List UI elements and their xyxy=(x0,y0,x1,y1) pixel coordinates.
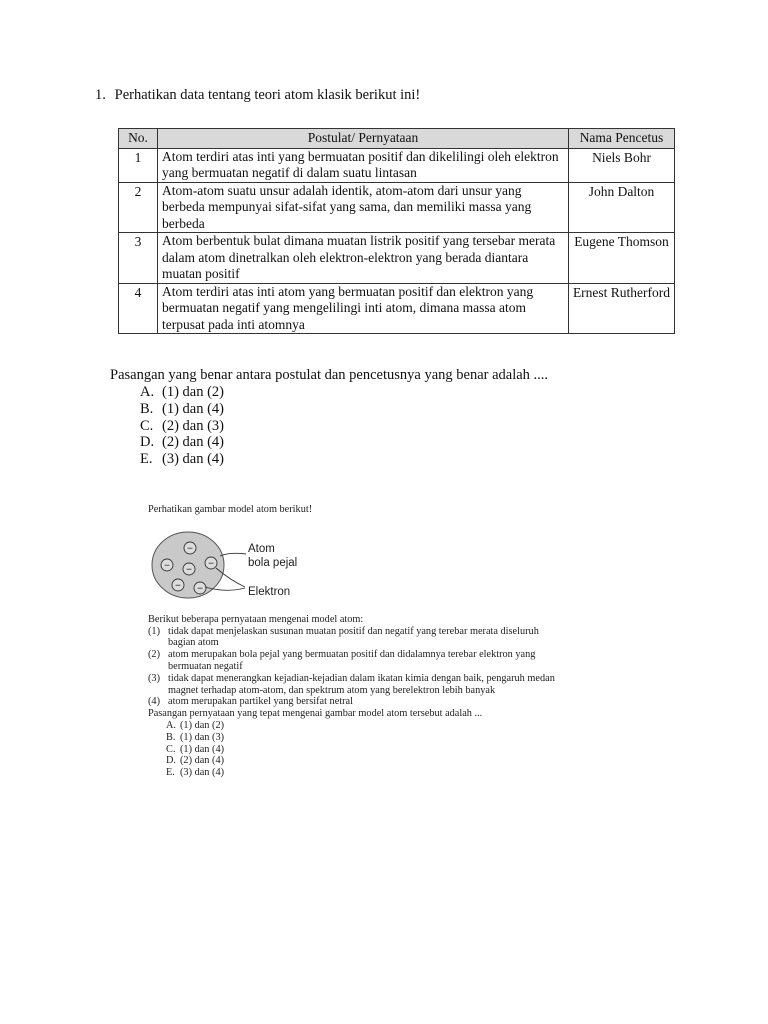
table-row xyxy=(119,182,675,233)
option-d[interactable] xyxy=(166,755,568,767)
option-text: (2) dan (3) xyxy=(162,417,225,434)
option-label: A. xyxy=(166,719,177,731)
question-2-block xyxy=(148,504,568,779)
row-name: John Dalton xyxy=(569,182,675,233)
electron-icon xyxy=(194,582,206,595)
option-label: D. xyxy=(140,434,155,451)
electron-icon xyxy=(184,542,196,555)
row-no: 3 xyxy=(119,233,158,284)
option-text: (2) dan (4) xyxy=(180,755,225,767)
statement-text: atom merupakan partikel yang bersifat netral xyxy=(168,696,353,708)
statement-item xyxy=(148,626,568,650)
question-1-prompt xyxy=(95,87,420,104)
header-name: Nama Pencetus xyxy=(569,129,675,149)
option-a[interactable] xyxy=(140,384,224,401)
question-2-options xyxy=(148,720,568,779)
label-atom: Atom xyxy=(248,542,275,555)
option-b[interactable] xyxy=(140,401,224,418)
question-number: 1. xyxy=(95,87,106,103)
label-electron: Elektron xyxy=(248,585,291,598)
option-text: (3) dan (4) xyxy=(162,451,225,468)
option-c[interactable] xyxy=(140,418,224,435)
option-label: B. xyxy=(140,400,154,417)
row-name: Eugene Thomson xyxy=(569,233,675,284)
option-label: C. xyxy=(166,743,176,755)
statement-number: (1) xyxy=(148,625,161,637)
header-no: No. xyxy=(119,129,158,149)
row-no: 4 xyxy=(119,283,158,334)
option-text: (1) dan (2) xyxy=(180,719,225,731)
electron-icon xyxy=(205,557,217,570)
row-statement: Atom-atom suatu unsur adalah identik, atom-atom dari unsur yang berbeda mempunyai sifat-sifat yang sama, dan memiliki massa yang berbeda xyxy=(158,182,569,233)
electron-icon xyxy=(172,579,184,592)
row-name: Ernest Rutherford xyxy=(569,283,675,334)
svg-text:−: − xyxy=(197,583,203,595)
row-statement: Atom terdiri atas inti atom yang bermuatan positif dan elektron yang bermuatan negatif yang mengelilingi inti atom, dimana massa atom terpusat pada inti atomnya xyxy=(158,283,569,334)
electron-icon xyxy=(183,563,195,576)
question-1-ask: Pasangan yang benar antara postulat dan pencetusnya yang benar adalah .... xyxy=(110,367,549,383)
option-text: (1) dan (4) xyxy=(162,400,225,417)
question-1-options xyxy=(140,384,224,468)
option-text: (3) dan (4) xyxy=(180,767,225,779)
table-row xyxy=(119,283,675,334)
option-label: E. xyxy=(140,451,153,468)
option-label: B. xyxy=(166,731,176,743)
option-label: D. xyxy=(166,755,177,767)
row-statement: Atom berbentuk bulat dimana muatan listrik positif yang tersebar merata dalam atom dinetralkan oleh elektron-elektron yang berada diantara muatan positif xyxy=(158,233,569,284)
option-text: (1) dan (2) xyxy=(162,384,225,400)
option-label: A. xyxy=(140,384,155,400)
statement-text: tidak dapat menjelaskan susunan muatan positif dan negatif yang terebar merata diseluruh bagian atom xyxy=(168,625,539,649)
statement-item xyxy=(148,649,568,673)
option-e[interactable] xyxy=(166,767,568,779)
option-text: (2) dan (4) xyxy=(162,434,225,451)
option-label: C. xyxy=(140,417,154,434)
statement-number: (4) xyxy=(148,696,161,708)
statement-item xyxy=(148,673,568,697)
table-row xyxy=(119,233,675,284)
table-header-row xyxy=(119,129,675,149)
postulate-table xyxy=(118,128,675,334)
statement-text: atom merupakan bola pejal yang bermuatan positif dan didalamnya terebar elektron yang bermuatan negatif xyxy=(168,649,536,672)
option-d[interactable] xyxy=(140,434,224,451)
label-solid-sphere: bola pejal xyxy=(248,556,298,569)
table-row xyxy=(119,148,675,182)
option-a[interactable] xyxy=(166,720,568,732)
statement-item xyxy=(148,696,568,708)
svg-text:−: − xyxy=(208,558,214,570)
svg-text:−: − xyxy=(164,560,170,572)
row-name: Niels Bohr xyxy=(569,148,675,182)
electron-icon xyxy=(161,559,173,572)
statement-number: (3) xyxy=(148,672,161,684)
question-1-text: Perhatikan data tentang teori atom klasik berikut ini! xyxy=(114,87,421,103)
option-b[interactable] xyxy=(166,732,568,744)
option-text: (1) dan (4) xyxy=(180,743,225,755)
row-no: 1 xyxy=(119,148,158,182)
statement-text: tidak dapat menerangkan kejadian-kejadian dalam ikatan kimia dengan baik, pengaruh medan magnet terhadap atom-atom, dan spektrum atom yang berelektron lebih banyak xyxy=(168,672,555,696)
option-text: (1) dan (3) xyxy=(180,731,225,743)
statements-intro: Berikut beberapa pernyataan mengenai model atom: xyxy=(148,613,364,625)
atom-model-diagram xyxy=(148,518,368,614)
row-no: 2 xyxy=(119,182,158,233)
row-statement: Atom terdiri atas inti yang bermuatan positif dan dikelilingi oleh elektron yang bermuatan negatif di dalam suatu lintasan xyxy=(158,148,569,182)
option-e[interactable] xyxy=(140,451,224,468)
svg-text:−: − xyxy=(175,580,181,592)
option-c[interactable] xyxy=(166,744,568,756)
svg-text:−: − xyxy=(187,543,193,555)
question-2-intro: Perhatikan gambar model atom berikut! xyxy=(148,504,313,515)
statement-number: (2) xyxy=(148,649,161,661)
atom-model-figure xyxy=(148,518,568,614)
header-statement: Postulat/ Pernyataan xyxy=(158,129,569,149)
atom-pointer-line xyxy=(220,553,246,556)
question-2-ask: Pasangan pernyataan yang tepat mengenai gambar model atom tersebut adalah ... xyxy=(148,708,483,720)
statements-list xyxy=(148,626,568,709)
option-label: E. xyxy=(166,767,175,779)
svg-text:−: − xyxy=(186,564,192,576)
